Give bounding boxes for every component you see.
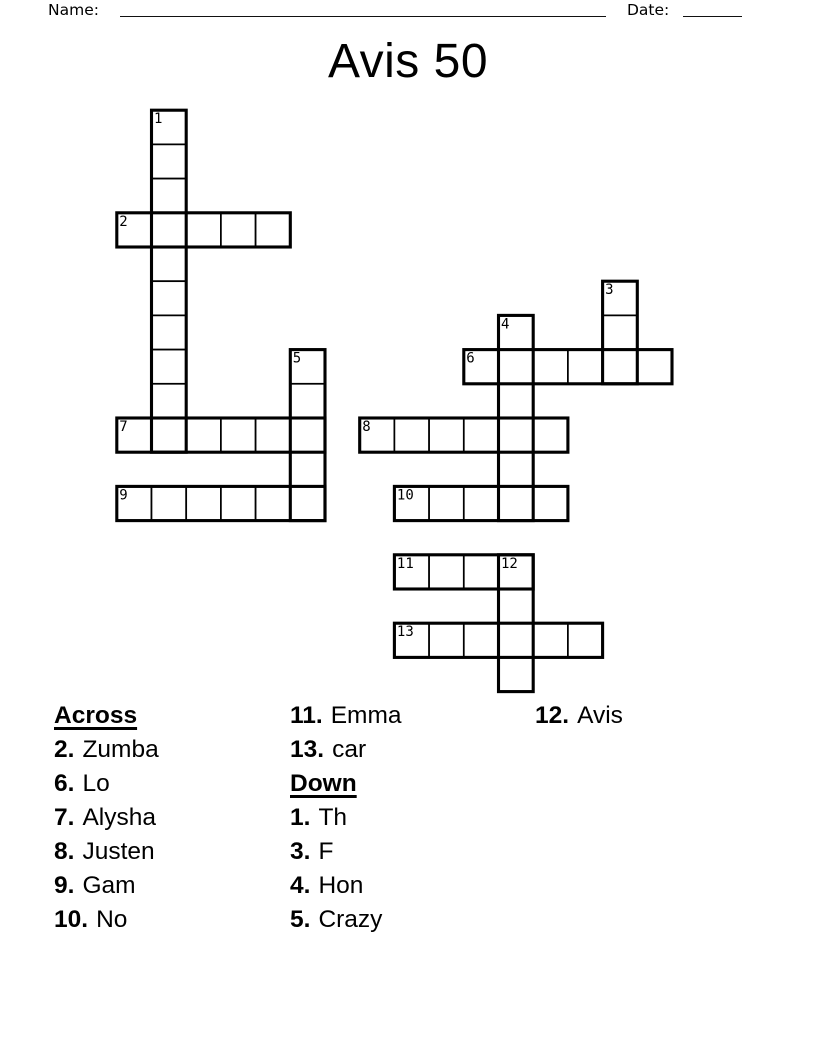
- across-header-line: [54, 699, 159, 733]
- clue-number: 11.: [290, 702, 323, 729]
- grid-cell: [464, 555, 499, 589]
- clue-answer: Emma: [330, 702, 402, 729]
- cell-number-9: 9: [119, 487, 128, 504]
- clue-down-5: [290, 903, 402, 937]
- clue-across-9: [54, 869, 159, 903]
- clue-answer: Crazy: [318, 906, 383, 933]
- clue-number: 6.: [54, 770, 75, 797]
- grid-cell: [221, 213, 256, 247]
- grid-cell: [533, 350, 568, 384]
- cell-number-4: 4: [501, 316, 510, 333]
- grid-cell: [499, 589, 534, 623]
- grid-cell: [603, 315, 638, 349]
- grid-cell: [464, 623, 499, 657]
- grid-cell: [603, 350, 638, 384]
- grid-cell: [152, 384, 187, 418]
- grid-cell: [394, 418, 429, 452]
- grid-cell: [186, 486, 221, 520]
- clue-number: 12.: [535, 702, 570, 729]
- clue-answer: F: [318, 838, 334, 865]
- grid-cell: [152, 350, 187, 384]
- grid-cell: [152, 179, 187, 213]
- clue-number: 3.: [290, 838, 311, 865]
- clue-across-6: [54, 767, 159, 801]
- grid-cell: [256, 418, 291, 452]
- grid-cell: [186, 418, 221, 452]
- grid-cell: [290, 384, 325, 418]
- clue-across-2: [54, 733, 159, 767]
- clue-number: 5.: [290, 906, 311, 933]
- grid-cell: [429, 555, 464, 589]
- grid-cell: [152, 281, 187, 315]
- date-label: Date:: [627, 1, 670, 19]
- clue-answer: Th: [318, 804, 348, 831]
- clue-number: 9.: [54, 872, 75, 899]
- clues-column-middle: [290, 699, 402, 937]
- cell-number-12: 12: [501, 555, 518, 572]
- clue-across-7: [54, 801, 159, 835]
- grid-cell: [152, 213, 187, 247]
- clue-answer: Alysha: [82, 804, 156, 831]
- name-label: Name:: [48, 1, 99, 19]
- cell-number-6: 6: [466, 350, 475, 367]
- clue-across-13: [290, 733, 402, 767]
- clue-answer: Justen: [82, 838, 155, 865]
- cell-number-1: 1: [154, 111, 163, 128]
- clue-across-8: [54, 835, 159, 869]
- clue-down-4: [290, 869, 402, 903]
- grid-cells: [117, 110, 672, 691]
- clue-answer: Zumba: [82, 736, 159, 763]
- grid-cell: [152, 418, 187, 452]
- clues-column-left: [54, 699, 159, 937]
- clue-down-3: [290, 835, 402, 869]
- grid-cell: [499, 486, 534, 520]
- grid-cell: [464, 418, 499, 452]
- cell-number-11: 11: [396, 555, 414, 572]
- grid-cell: [499, 350, 534, 384]
- cell-number-2: 2: [119, 213, 128, 230]
- cell-number-10: 10: [396, 487, 414, 504]
- grid-cell: [152, 315, 187, 349]
- clue-answer: No: [96, 906, 128, 933]
- grid-cell: [499, 384, 534, 418]
- clue-number: 10.: [54, 906, 89, 933]
- grid-cell: [221, 418, 256, 452]
- clue-number: 1.: [290, 804, 311, 831]
- grid-cell: [429, 623, 464, 657]
- grid-cell: [152, 247, 187, 281]
- grid-cell: [533, 486, 568, 520]
- down-header-line: [290, 767, 402, 801]
- grid-cell: [429, 418, 464, 452]
- grid-cell: [221, 486, 256, 520]
- grid-cell: [499, 657, 534, 691]
- clue-across-11: [290, 699, 402, 733]
- clue-answer: car: [332, 736, 367, 763]
- clue-answer: Avis: [577, 702, 623, 729]
- clues-column-right: [535, 699, 623, 733]
- grid-cell: [429, 486, 464, 520]
- clue-answer: Lo: [82, 770, 110, 797]
- puzzle-title: Avis 50: [327, 35, 489, 88]
- clue-number: 7.: [54, 804, 75, 831]
- clue-answer: Hon: [318, 872, 364, 899]
- grid-cell: [290, 418, 325, 452]
- clue-across-10: [54, 903, 159, 937]
- clue-number: 13.: [290, 736, 325, 763]
- grid-cell: [568, 350, 603, 384]
- grid-cell: [290, 486, 325, 520]
- word-outlines: [117, 110, 672, 691]
- grid-cell: [152, 144, 187, 178]
- grid-cell: [256, 213, 291, 247]
- grid-cell: [256, 486, 291, 520]
- clue-number: 4.: [290, 872, 311, 899]
- clue-answer: Gam: [82, 872, 136, 899]
- clue-down-1: [290, 801, 402, 835]
- down-header: Down: [290, 770, 357, 797]
- grid-cell: [186, 213, 221, 247]
- cell-number-7: 7: [119, 419, 128, 435]
- grid-cell: [152, 486, 187, 520]
- cell-number-5: 5: [292, 350, 302, 367]
- grid-cell: [499, 418, 534, 452]
- clue-number: 2.: [54, 736, 75, 763]
- grid-cell: [533, 418, 568, 452]
- grid-cell: [290, 452, 325, 486]
- clue-down-12: [535, 699, 623, 733]
- grid-cell: [499, 623, 534, 657]
- grid-cell: [568, 623, 603, 657]
- cell-number-8: 8: [362, 419, 371, 435]
- cell-number-3: 3: [605, 282, 614, 299]
- grid-cell: [499, 452, 534, 486]
- across-header: Across: [54, 702, 138, 729]
- clue-number: 8.: [54, 838, 75, 865]
- cell-number-13: 13: [396, 624, 414, 641]
- grid-cell: [637, 350, 672, 384]
- grid-cell: [533, 623, 568, 657]
- grid-cell: [464, 486, 499, 520]
